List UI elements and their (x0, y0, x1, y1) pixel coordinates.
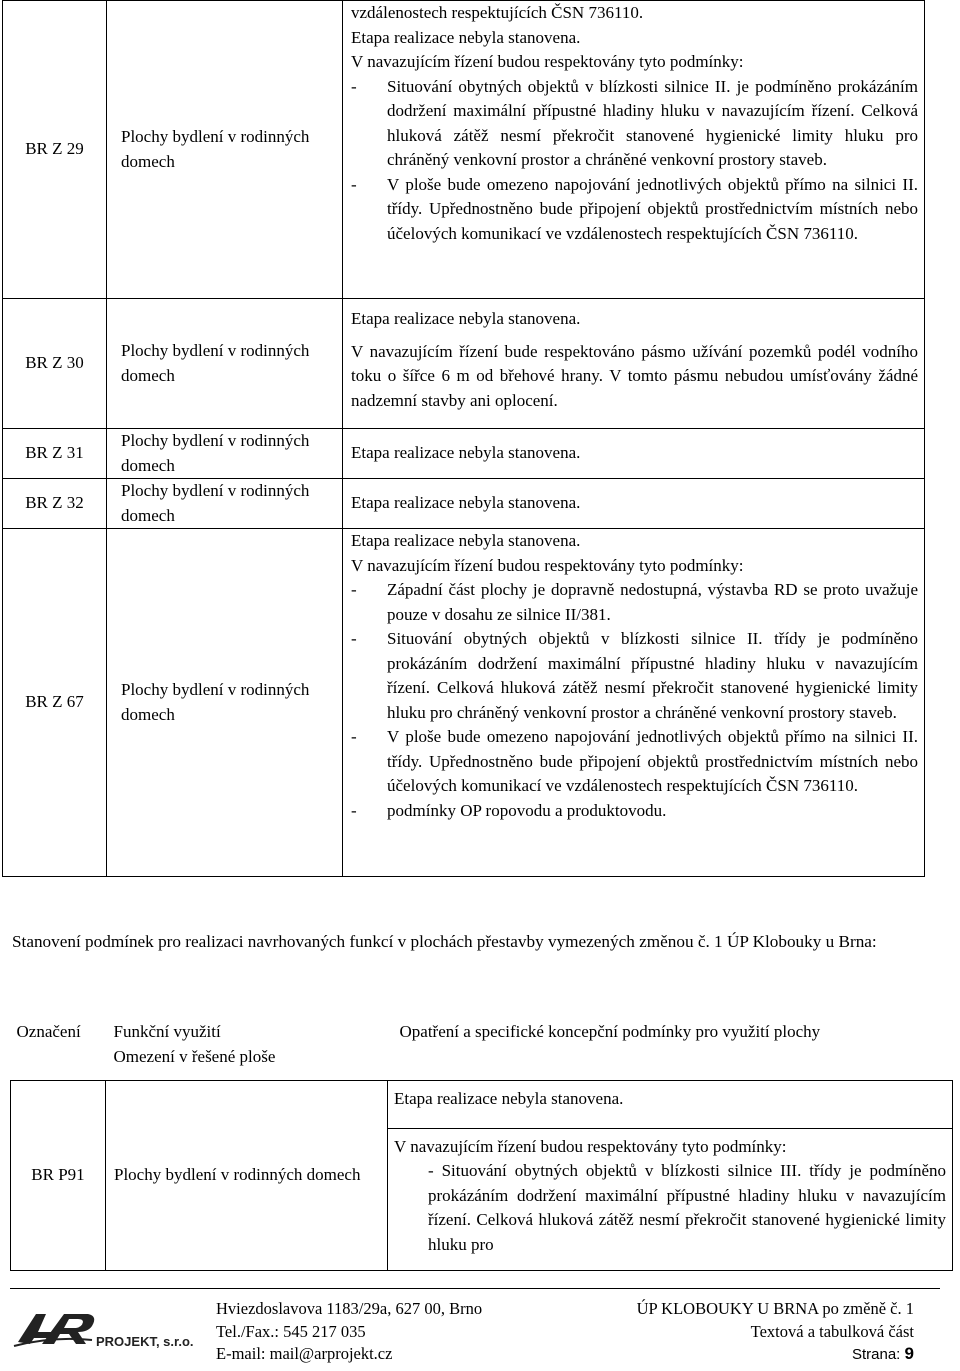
list-dash: - (351, 727, 357, 746)
row-code: BR Z 29 (3, 1, 107, 299)
document-info (557, 1298, 914, 1367)
header-function-line: Funkční využití (113, 1022, 221, 1041)
list-dash: - (351, 76, 357, 96)
page-footer (0, 1288, 960, 1371)
list-item-text: V ploše bude omezeno napojování jednotlivých objektů přímo na silnici II. třídy. Upřednostněno bude připojení objektů prostřednictvím místních nebo účelových komunikací ve vzdálenostech respektujících ČSN 736110. (387, 727, 918, 795)
row-function: Plochy bydlení v rodinných domech (107, 299, 343, 429)
cond-text: Etapa realizace nebyla stanovena. (351, 309, 581, 328)
row-conditions (343, 1, 925, 299)
table-row (3, 299, 925, 429)
list-dash: - (351, 174, 357, 194)
document-title: ÚP KLOBOUKY U BRNA po změně č. 1 (636, 1299, 914, 1318)
row-conditions (343, 429, 925, 479)
cond-text: V navazujícím řízení budou respektovány tyto podmínky: (351, 555, 744, 575)
list-dash: - (351, 629, 357, 648)
row-code: BR Z 30 (3, 299, 107, 429)
cond-text: Etapa realizace nebyla stanovena. (351, 493, 581, 513)
company-logo (12, 1300, 202, 1350)
list-item-text: Situování obytných objektů v blízkosti silnice II. třídy je podmíněno prokázáním dodržení maximální přípustné hladiny hluku v navazujícím řízení. Celková hluková zátěž nesmí překročit stanovené hygienické limity hluku pro chráněný venkovní prostor a chráněné venkovní prostory staveb. (387, 629, 918, 722)
list-item (351, 627, 918, 725)
page-number (557, 1343, 914, 1367)
list-dash: - (351, 580, 357, 599)
list-item (351, 799, 918, 824)
footer-divider (10, 1288, 940, 1289)
row-function: Plochy bydlení v rodinných domech (107, 429, 343, 479)
page-num: 9 (904, 1344, 914, 1363)
section-intro: Stanovení podmínek pro realizaci navrhovaných funkcí v plochách přestavby vymezených změnou č. 1 ÚP Klobouky u Brna: (12, 932, 877, 951)
header-function (106, 1020, 388, 1080)
row-conditions (343, 479, 925, 529)
document-section: Textová a tabulková část (750, 1321, 914, 1341)
list-item (351, 578, 918, 627)
conditions-table-2 (10, 1020, 953, 1271)
list-item-text: V ploše bude omezeno napojování jednotlivých objektů přímo na silnici II. třídy. Upřednostněno bude připojení objektů prostřednictvím místních nebo účelových komunikací ve vzdálenostech respektujících ČSN 736110. (387, 174, 918, 243)
table-header-row (11, 1020, 953, 1080)
table-row (3, 429, 925, 479)
row-code: BR P91 (11, 1080, 106, 1270)
header-restriction-line: Omezení v řešené ploše (113, 1046, 276, 1066)
row-code: BR Z 32 (3, 479, 107, 529)
header-code: Označení (16, 1022, 81, 1041)
list-item-text: podmínky OP ropovodu a produktovodu. (387, 800, 667, 820)
list-item (351, 75, 918, 173)
cond-text: V navazujícím řízení bude respektováno pásmo užívání pozemků podél vodního toku o šířce 6 m od břehové hrany. V tomto pásmu nebudou umísťovány žádné nadzemní stavby ani oplocení. (351, 341, 918, 410)
address-line: Hviezdoslavova 1183/29a, 627 00, Brno (216, 1299, 483, 1318)
list-item (351, 725, 918, 799)
phone-line: Tel./Fax.: 545 217 035 (216, 1321, 366, 1341)
cond-text: V navazujícím řízení budou respektovány tyto podmínky: (394, 1136, 787, 1156)
cond-text: Etapa realizace nebyla stanovena. (351, 443, 581, 463)
row-function: Plochy bydlení v rodinných domech (107, 1, 343, 299)
list-item (351, 173, 918, 247)
email-line: E-mail: mail@arprojekt.cz (216, 1344, 393, 1363)
list-item-text: Situování obytných objektů v blízkosti silnice II. je podmíněno prokázáním dodržení maximální přípustné hladiny hluku v navazujícím řízení. Celková hluková zátěž nesmí překročit stanovené hygienické limity hluku pro chráněný venkovní prostor a chráněné venkovní prostory staveb. (387, 76, 918, 169)
table-row (3, 529, 925, 877)
list-dash: - (351, 800, 357, 820)
header-conditions: Opatření a specifické koncepční podmínky pro využití plochy (399, 1022, 821, 1041)
row-conditions (343, 299, 925, 429)
table-row (3, 479, 925, 529)
list-item-text: Západní část plochy je dopravně nedostupná, výstavba RD se proto uvažuje pouze v dosahu ze silnice II/381. (387, 580, 918, 624)
conditions-table (2, 0, 925, 877)
list-item-text: - Situování obytných objektů v blízkosti silnice III. třídy je podmíněno prokázáním dodržení maximální přípustné hladiny hluku v navazujícím řízení. Celková hluková zátěž nesmí překročit stanovené hygienické limity hluku pro (428, 1161, 946, 1254)
row-code: BR Z 31 (3, 429, 107, 479)
row-code: BR Z 67 (3, 529, 107, 877)
row-conditions (343, 529, 925, 877)
row-conditions (388, 1128, 953, 1270)
table-row (11, 1080, 953, 1128)
cond-text: V navazujícím řízení budou respektovány tyto podmínky: (351, 52, 744, 71)
table-row (3, 1, 925, 299)
cond-text: vzdálenostech respektujících ČSN 736110. (351, 3, 644, 22)
row-function: Plochy bydlení v rodinných domech (107, 529, 343, 877)
row-function: Plochy bydlení v rodinných domech (107, 479, 343, 529)
cond-text: Etapa realizace nebyla stanovena. (351, 27, 581, 47)
row-etapa: Etapa realizace nebyla stanovena. (388, 1080, 953, 1128)
logo-text: PROJEKT, s.r.o. (96, 1334, 194, 1349)
company-address (216, 1298, 482, 1366)
row-function: Plochy bydlení v rodinných domech (106, 1080, 388, 1270)
page-label: Strana: (851, 1346, 901, 1363)
cond-text: Etapa realizace nebyla stanovena. (351, 531, 581, 550)
